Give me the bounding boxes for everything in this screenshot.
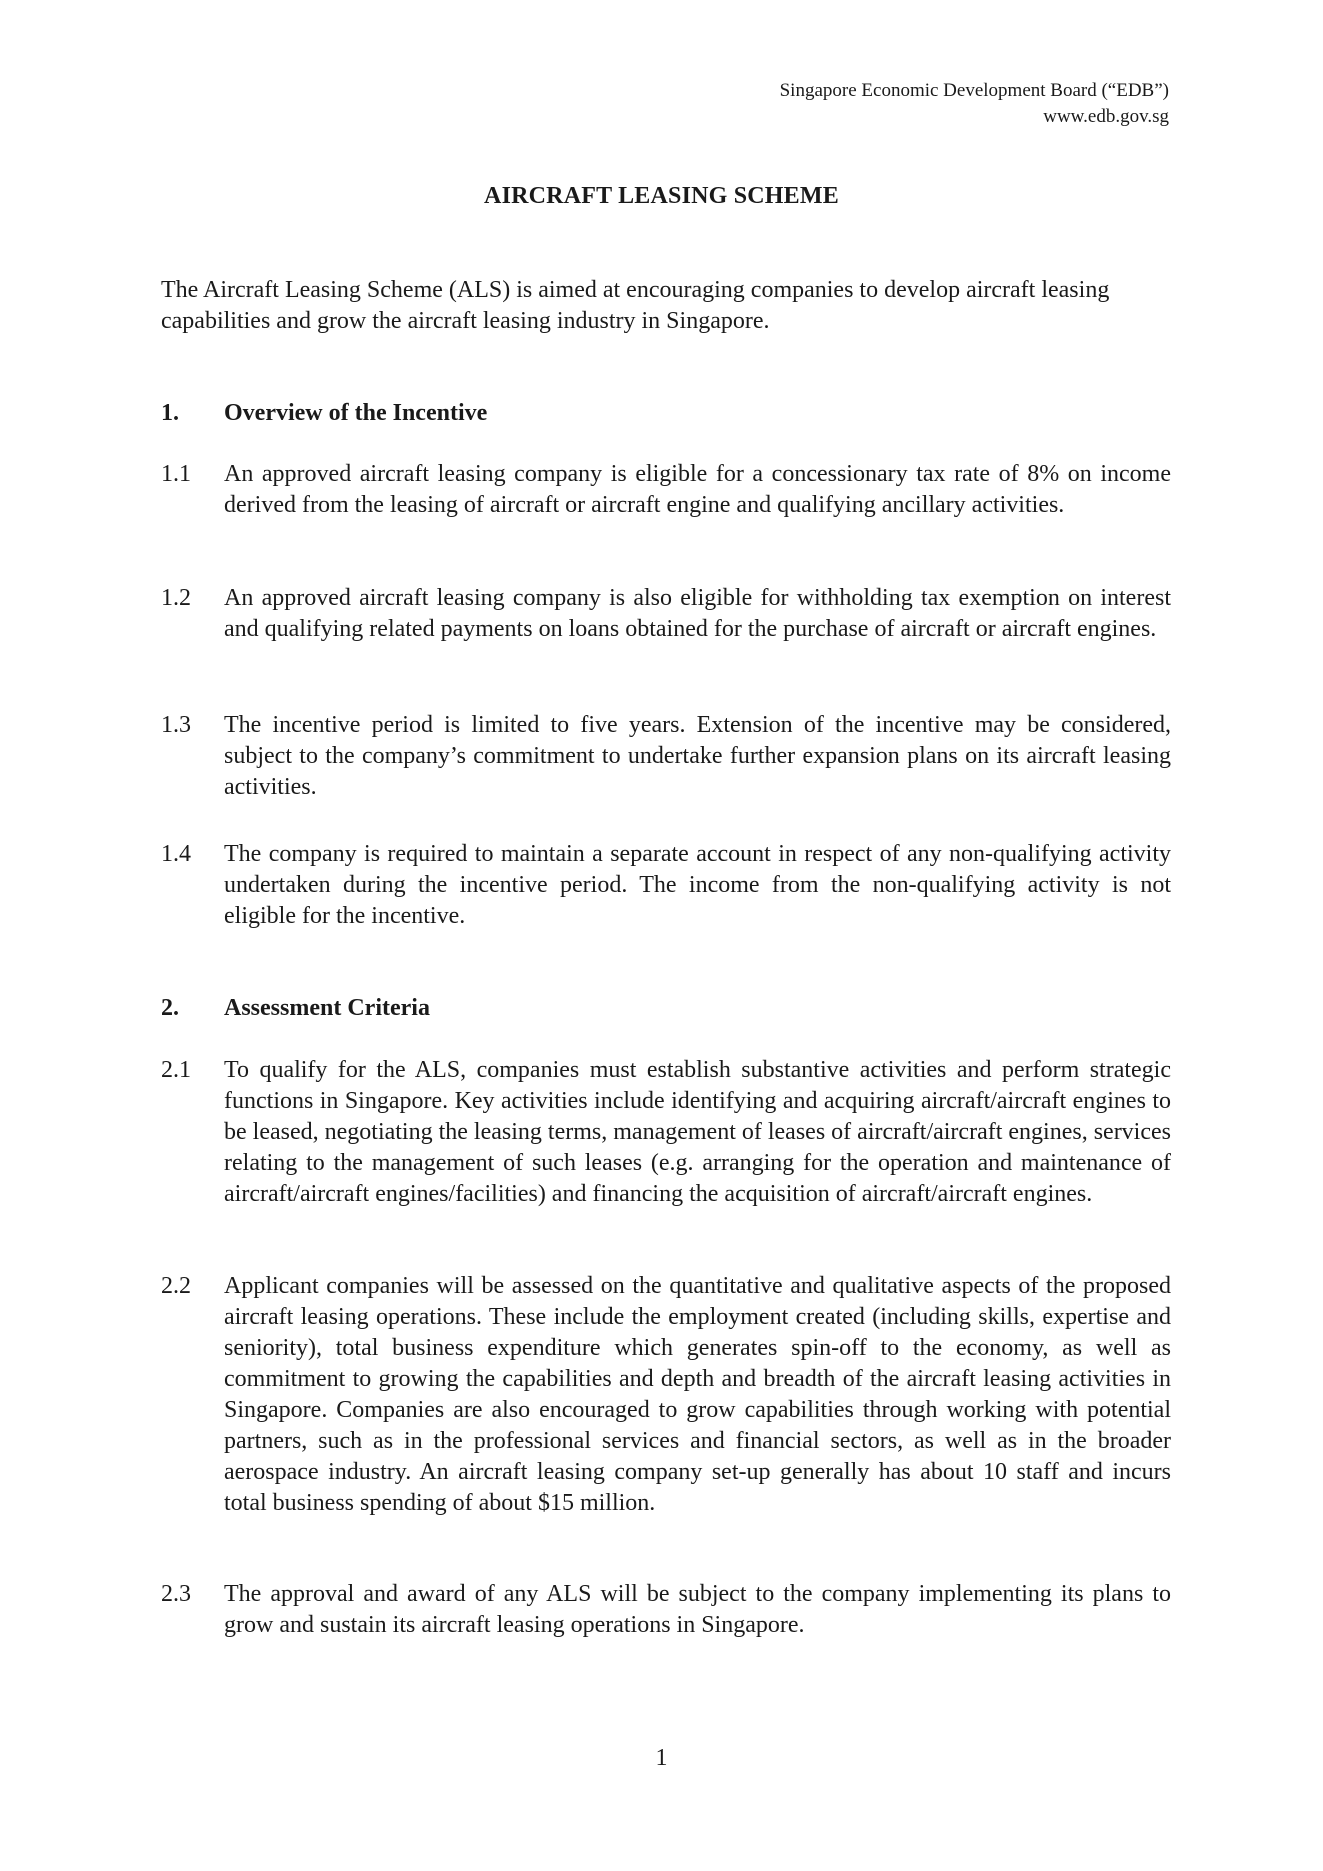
clause-text: The approval and award of any ALS will be subject to the company implementing its plans to grow and sustain its aircraft leasing operations in Singapore. bbox=[224, 1581, 1171, 1638]
header-organization: Singapore Economic Development Board (“EDB”) bbox=[779, 80, 1169, 101]
clause-1-4 bbox=[161, 839, 1171, 932]
section-number: 2. bbox=[161, 995, 179, 1021]
clause-2-1 bbox=[161, 1055, 1171, 1210]
clause-number: 2.1 bbox=[161, 1057, 191, 1083]
clause-text: Applicant companies will be assessed on the quantitative and qualitative aspects of the proposed aircraft leasing operations. These include the employment created (including skills, expertise and seniority), total business expenditure which generates spin-off to the economy, as well as commitment to growing the capabilities and depth and breadth of the aircraft leasing activities in Singapore. Companies are also encouraged to grow capabilities through working with potential partners, such as in the professional services and financial sectors, as well as in the broader aerospace industry. An aircraft leasing company set-up generally has about 10 staff and incurs total business spending of about $15 million. bbox=[224, 1273, 1171, 1516]
clause-text: To qualify for the ALS, companies must establish substantive activities and perform strategic functions in Singapore. Key activities include identifying and acquiring aircraft/aircraft engines to be leased, negotiating the leasing terms, management of leases of aircraft/aircraft engines, services relating to the management of such leases (e.g. arranging for the operation and maintenance of aircraft/aircraft engines/facilities) and financing the acquisition of aircraft/aircraft engines. bbox=[224, 1057, 1171, 1207]
section-heading-overview bbox=[161, 398, 1171, 429]
clause-text: The company is required to maintain a separate account in respect of any non-qualifying activity undertaken during the incentive period. The income from the non-qualifying activity is not eligible for the incentive. bbox=[224, 841, 1171, 929]
section-title: Assessment Criteria bbox=[224, 995, 430, 1021]
clause-1-3 bbox=[161, 710, 1171, 803]
section-heading-assessment-criteria bbox=[161, 993, 1171, 1024]
page-number: 1 bbox=[655, 1745, 668, 1771]
document-title: AIRCRAFT LEASING SCHEME bbox=[484, 183, 839, 209]
page-header bbox=[780, 78, 1169, 130]
clause-number: 2.2 bbox=[161, 1273, 191, 1299]
clause-number: 1.1 bbox=[161, 461, 191, 487]
clause-number: 1.3 bbox=[161, 712, 191, 738]
intro-paragraph: The Aircraft Leasing Scheme (ALS) is aimed at encouraging companies to develop aircraft leasing capabilities and grow the aircraft leasing industry in Singapore. bbox=[161, 277, 1110, 334]
clause-2-2 bbox=[161, 1271, 1171, 1519]
clause-number: 1.2 bbox=[161, 585, 191, 611]
clause-text: An approved aircraft leasing company is eligible for a concessionary tax rate of 8% on income derived from the leasing of aircraft or aircraft engine and qualifying ancillary activities. bbox=[224, 461, 1171, 518]
clause-1-1 bbox=[161, 459, 1171, 521]
clause-2-3 bbox=[161, 1579, 1171, 1641]
clause-number: 1.4 bbox=[161, 841, 191, 867]
clause-number: 2.3 bbox=[161, 1581, 191, 1607]
clause-text: An approved aircraft leasing company is also eligible for withholding tax exemption on interest and qualifying related payments on loans obtained for the purchase of aircraft or aircraft engines. bbox=[224, 585, 1171, 642]
clause-text: The incentive period is limited to five years. Extension of the incentive may be considered, subject to the company’s commitment to undertake further expansion plans on its aircraft leasing activities. bbox=[224, 712, 1171, 800]
section-number: 1. bbox=[161, 400, 179, 426]
header-website: www.edb.gov.sg bbox=[1043, 106, 1169, 127]
section-title: Overview of the Incentive bbox=[224, 400, 488, 426]
clause-1-2 bbox=[161, 583, 1171, 645]
